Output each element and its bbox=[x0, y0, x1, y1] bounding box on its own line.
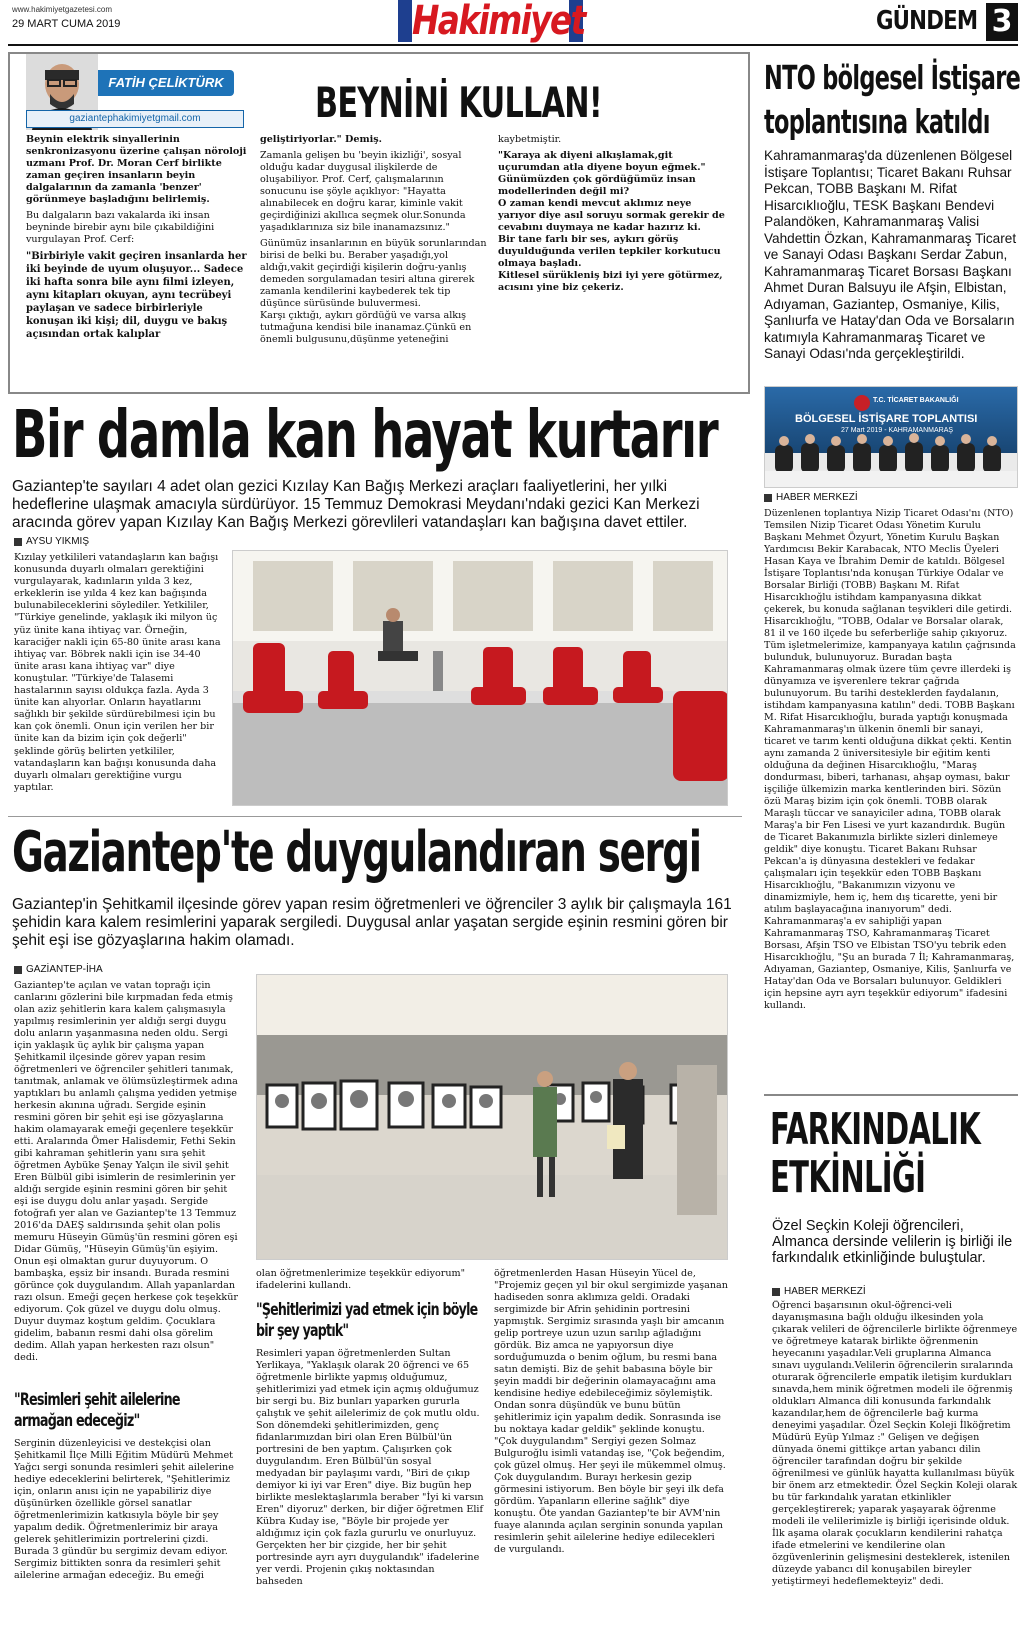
nto-lead: Kahramanmaraş'da düzenlenen Bölgesel İstişare Toplantısı; Ticaret Bakanı Ruhsar Pekcan, TOBB Başkanı M. Rifat Hisarcıklıoğlu, TESK Başkanı Bendevi Palandöken, Kahramanmaraş Valisi Vahdettin Özkan, Kahramanmaraş Ticaret ve Sanayi Odası Başkanı Serdar Zabun, Kahramanmaraş Ticaret Borsası Başkanı Ahmet Duran Balsuyu ile Afşin, Elbistan, Adıyaman, Gaziantep, Osmaniye, Kilis, Şanlıurfa ve Hatay'dan Oda ve Borsaların katımıyla Kahramanmaraş Ticaret ve Sanayi Odası'nda gerçekleştirildi. bbox=[764, 148, 1017, 361]
sergi-lead: Gaziantep'in Şehitkamil ilçesinde görev yapan resim öğretmenleri ve öğrenciler 3 aylık bir çalışmayla 161 şehidin kara kalem resimlerini yaparak sergiledi. Duygusal anlar yaşatan sergide eşinin resmini gören bir şehit eşi ise gözyaşlarına hakim olamadı. bbox=[12, 896, 732, 949]
column-col1-lead: Beynin elektrik sinyallerinin senkronizasyonu üzerine çalışan nöroloji uzmanı Prof. Dr. Moran Cerf birlikte zaman geçiren insanların beyin dalgalarının da zamanla 'benzer' görünmeye başladığını belirlemiş. bbox=[26, 134, 247, 205]
column-title: BEYNİNİ KULLAN! bbox=[315, 78, 602, 127]
farkindalik-top-rule bbox=[764, 1094, 1018, 1096]
nto-headline-1: NTO bölgesel İstişare bbox=[764, 58, 1021, 97]
nto-body: Düzenlenen toplantıya Nizip Ticaret Odası'nı (NTO) Temsilen Nizip Ticaret Odası Yönetim Kurulu Başkanı Mehmet Özyurt, Yönetim Kurulu Başkan Yardımcısı Bekir Karabacak, NTO Meclis Üyeleri Hasan Kaya ve İbrahim Demir de katıldı. Bölgesel İstişare Toplantısı'nda konuşan Türkiye Odalar ve Borsalar Birliği (TOBB) Başkanı M. Rifat Hisarcıklıoğlu istihdam kampanyasına dikkat çekerek, bu konuda sağlanan teşvikleri dile getirdi. Hisarcıklıoğlu, "TOBB, Odalar ve Borsalar olarak, 81 il ve 160 ilçede bu seferberliğe sahip çıkıyoruz. Tüm işletmelerimize, kampanyaya katılın çağrısında bulunduk, bulunuyoruz. Buradan başta Kahramanmaraş olmak üzere tüm çevre illerdeki iş dünyamıza ve işverenlere tekrar çağrıda bulunuyorum. Bu tarihi desteklerden faydalanın, istihdam kampanyasına katılın" dedi. TOBB Başkanı M. Rifat Hisarcıklıoğlu, burada yaptığı konuşmada Kahramanmaraş'ın ülkenin önemli bir sanayi, ticaret ve tarım kenti olduğuna dikkat çekti. Kentin aynı zamanda 2 üniversitesiyle bir eğitim kenti olduğuna da değinen Hisarcıklıoğlu, "Maraş dondurması, biberi, tarhanası, ahşap oyması, bakır işçiliğe ülkemizin marka kentlerinden biri. Sözün özü Maraş bizim için çok önemli. TOBB olarak Maraşlı tüccar ve sanayiciler adına, TOBB olarak Maraş'a bir Fen Lisesi ve yurt kazandırdık. Bugün de Ticaret Bakanımızla birlikte sizleri dinlemeye geldik" diye konuştu. Ticaret Bakanı Ruhsar Pekcan'a iş dünyasına destekleri ve fedakar çalışmaları için teşekkür eden TOBB Başkanı Hisarcıklıoğlu, "Bakanımızın vizyonu ve dinamizmiyle, hem iç, hem dış ticarette, yeni bir atılım başlayacağına inanıyorum" dedi. Kahramanmaraş'a ev sahipliği yapan Kahramanmaraş TSO, Kahramanmaraş Ticaret Borsası, Afşin TSO ve Elbistan TSO'yu tebrik eden Hisarcıklıoğlu, "Şu an burada 7 İl; Kahramanmaraş, Adıyaman, Gaziantep, Osmaniye, Kilis, Şanlıurfa ve Hatay'dan Oda ve Borsaları bulunuyor. Geldikleri için hepsine ayrı ayrı teşekkür ediyorum" ifadesini kullandı. bbox=[764, 508, 1016, 1011]
farkindalik-byline-text: HABER MERKEZİ bbox=[784, 1286, 866, 1297]
farkindalik-headline-2: ETKİNLİĞİ bbox=[770, 1152, 926, 1203]
column-col2-p1: geliştiriyorlar." Demiş. bbox=[260, 134, 382, 145]
farkindalik-body: Öğrenci başarısının okul-öğrenci-veli dayanışmasına bağlı olduğu ilkesinden yola çıkarak velileri de öğrencilerle birlikte öğrenmeye ve öğretmeye katarak birlikte öğrenmenin heyecanını yaşadılar.Veli gruplarına Almanca sınavı uygulandı.Velilerin öğrencilerin sıralarında oturarak öğrencilerle empatik iletişim kurdukları sınavda,hem minik öğretmen modeli ile öğrenmiş oldukları Almanca dili konusunda farkındalık kazandılar,hem de öğrencilerle bağ kurma deneyimi yaşadılar. Özel Seçkin Koleji İlköğretim Müdürü Eyüp Yılmaz :" Gelişen ve değişen dünyada önemi gittikçe artan yabancı dilin öğrenciler tarafından doğru bir şekilde öğrenilmesi ve günlük hayatta kullanılması büyük bir önem arz etmektedir. Özel Seçkin Koleji olarak bu tür farkındalık yaratan etkinlikler gerçekleştirerek; yaparak yaşayarak öğrenme modeli ile velilerimizle iş birliği içerisinde olduk. İlk aşama olarak çocukların kendilerini rahatça ifade etmelerini ve kendilerine olan özgüvenlerinin gelişmesini desteklerek, istenilen düzeyde yabancı dil konuşabilen bireyler yetiştirmeyi hedeflemekteyiz" dedi. bbox=[772, 1300, 1018, 1587]
sergi-sub1-text: "Resimleri şehit ailelerine armağan edeceğiz" bbox=[14, 1390, 180, 1431]
sergi-headline: Gaziantep'te duygulandıran sergi bbox=[12, 820, 701, 885]
masthead-logo[interactable] bbox=[398, 0, 583, 42]
column-col1 bbox=[26, 134, 251, 384]
byline-square-icon bbox=[772, 1288, 780, 1296]
column-col2-p3: Günümüz insanlarının en büyük sorunlarından birisi de belki bu. Beraber yaşadığı,yol aldığı,vakit geçirdiği kişilerin doğru-yanlış demeden sorgulamadan tesiri altına girerek zamanla kendilerini kaybederek tek tip düşünce sürüsünde buluvermesi. bbox=[260, 238, 487, 309]
sergi-photo bbox=[256, 974, 728, 1260]
nto-byline-text: HABER MERKEZİ bbox=[776, 492, 858, 503]
byline-square-icon bbox=[14, 966, 22, 974]
nto-photo-date: 27 Mart 2019 - KAHRAMANMARAŞ bbox=[841, 427, 954, 434]
author-email[interactable]: gaziantephakimiyetgmail.com bbox=[26, 110, 244, 128]
sergi-top-rule bbox=[8, 816, 742, 817]
blood-lead: Gaziantep'te sayıları 4 adet olan gezici Kızılay Kan Bağış Merkezi araçları faaliyetlerini, her yılki hedeflerine ulaşmak amacıyla sürdürüyor. 15 Temmuz Demokrasi Meydanı'ndaki gezici Kan Merkezi aracında görev yapan Kızılay Kan Bağış Merkezi görevlileri vatandaşları kan bağışına davet ettiler. bbox=[12, 478, 700, 531]
blood-photo bbox=[232, 550, 728, 806]
masthead-rule bbox=[8, 44, 1018, 46]
column-col2-p4: Karşı çıktığı, aykırı gördüğü ve varsa alkış tutmağuna kendisi bile inanamaz.Çünkü en önemli bulgusunu,düşünme yeteneğini bbox=[260, 310, 472, 345]
page-number-box bbox=[986, 3, 1018, 41]
column-col3-p1: kaybetmiştir. bbox=[498, 134, 562, 145]
blood-byline-text: AYSU YIKMIŞ bbox=[26, 536, 89, 547]
column-col3-p2: "Karaya ak diyeni alkışlamak,git uçurumdan atla diyene boyun eğmek." Günümüzden çok gördüğümüz insan modellerinden değil mi? bbox=[498, 150, 706, 197]
sergi-sub2 bbox=[256, 1300, 485, 1342]
sergi-sub2-text: "Şehitlerimizi yad etmek için böyle bir şey yaptık" bbox=[256, 1300, 478, 1341]
column-col3-p3: O zaman kendi mevcut aklımız neye yarıyor diye asıl soruyu sormak gerekir de cevabını duymaya ne kadar hazırız ki. bbox=[498, 198, 725, 233]
column-col3 bbox=[498, 134, 728, 384]
sergi-col1b: Serginin düzenleyicisi ve destekçisi olan Şehitkamil İlçe Milli Eğitim Müdürü Mehmet Yağcı sergi sonunda resimleri şehit ailelerine hediye edeceklerini belirterek, "Şehitlerimiz için, onların anısı için ne yapabiliriz diye düşünürken özellikle görsel sanatlar öğretmenlerimizin katkısıyla böyle bir şey yapalım dedik. Öğretmenlerimiz bir araya gelerek şehitlerimizin portrelerini çizdi. Burada 3 gündür bu sergimiz devam ediyor. Sergimiz bittikten sonra da resimleri şehit ailelerine armağan edeceğiz. Bu emeği bbox=[14, 1438, 234, 1581]
sergi-byline-text: GAZİANTEP-İHA bbox=[26, 964, 103, 975]
sergi-col3: öğretmenlerden Hasan Hüseyin Yücel de, "Projemiz geçen yıl bir okul sergimizde yaşanan hadiseden sonra aklımıza geldi. Oradaki sergimizde bir Afrin şehidinin portresini yapmıştık. Sergimiz sırasında yaşlı bir amcanın gelip portreye uzun uzun sarılıp ağladığını gördük. Biz amca ne yapıyorsun diye sorduğumuzda o benim oğlum, bu resmi bana satın demişti. Biz de şehit babasına böyle bir şeyin maddi bir değerinin olamayacağını ama kendisine hediye edebileceğimiz söylemiştik. Ondan sonra düşündük ve bunu bütün şehitlerimiz için yapalım dedik. Sonrasında ise bu noktaya kadar geldik" şeklinde konuştu. "Çok duygulandım" Sergiyi gezen Solmaz Bulguroğlu isimli vatandaş ise, "Çok beğendim, çok güzel olmuş. Her şeyi ile mükemmel olmuş. Çok duygulandım. Burayı herkesin gezip görmesini istiyorum. Ben böyle bir şeyi ilk defa gördüm. Yapanların ellerine sağlık" diye konuştu. Öte yandan Gaziantep'te bir AVM'nin fuaye alanında açılan serginin sonunda yapılan resimlerin şehit ailelerine hediye edilecekleri de vurgulandı. bbox=[494, 1268, 728, 1555]
logo-text: Hakimiyet bbox=[412, 0, 585, 44]
column-col3-p4: Bir tane farlı bir ses, aykırı görüş duyulduğunda verilen tepkiler korkutucu olmaya başladı. bbox=[498, 234, 721, 269]
sergi-byline bbox=[14, 964, 103, 975]
column-col3-p5: Kitlesel sürükleniş bizi iyi yere götürmez, acısını yine biz çekeriz. bbox=[498, 270, 723, 293]
nto-headline-2: toplantısına katıldı bbox=[764, 102, 990, 141]
page-number: 3 bbox=[991, 4, 1013, 39]
column-col2-p2: Zamanla gelişen bu 'beyin ikizliği', sosyal olduğu kadar duygusal ilişkilerde de oluşabiliyor. Prof. Cerf, çalışmalarının sonucunu ise şöyle açıklıyor: "Hayatta alınabilecek en doğru karar, kiminle vakit geçirdiğinizi akıllıca seçmek olur.Sonunda yaşadıklarınıza siz bile inanamazsınız." bbox=[260, 150, 466, 233]
author-name: FATİH ÇELİKTÜRK bbox=[108, 75, 224, 90]
farkindalik-lead: Özel Seçkin Koleji öğrencileri, Almanca dersinde velilerin iş birliği ile farkındalık etkinliğinde buluştular. bbox=[772, 1218, 1013, 1266]
sergi-col2a: olan öğretmenlerimize teşekkür ediyorum" ifadelerini kullandı. bbox=[256, 1268, 466, 1291]
nto-photo-logo: T.C. TİCARET BAKANLIĞI bbox=[873, 397, 959, 404]
byline-square-icon bbox=[14, 538, 22, 546]
byline-square-icon bbox=[764, 494, 772, 502]
sergi-col2b: Resimleri yapan öğretmenlerden Sultan Yerlikaya, "Yaklaşık olarak 20 öğrenci ve 65 öğretmenle birlikte yapmış olduğumuz, şehitlerimizi yad etmek için açmış olduğumuz bir sergi bu. Biz bunları yaparken gururla çalıştık ve şehit ailelerimiz de çok mutlu oldu. Son dönemdeki şehitlerimizden, genç fidanlarımızdan biri olan Eren Bülbül'ün portresini de ben yaptım. Çalışırken çok duygulandım. Eren Bülbül'ün sosyal medyadan bir paylaşımı vardı, "Biri de çıkıp demiyor ki iyi var Eren" diye. Biz bugün hep birlikte meslektaşlarımla beraber "İyi ki varsın Eren" diyoruz" derken, bir diğer öğretmen Elif Kübra Kuday ise, "Böyle bir projede yer aldığımız için çok fazla gururlu ve onurluyuz. Gerçekten her bir çizgide, her bir şehit portresinde ayrı ayrı duygulandık" ifadelerine yer verdi. Projenin çıkış noktasından bahseden bbox=[256, 1348, 484, 1587]
section-name: GÜNDEM bbox=[876, 6, 978, 36]
masthead-date: 29 MART CUMA 2019 bbox=[12, 18, 121, 30]
nto-byline bbox=[764, 492, 858, 503]
blood-byline bbox=[14, 536, 89, 547]
sergi-sub1 bbox=[14, 1390, 239, 1432]
blood-body: Kızılay yetkilileri vatandaşların kan bağışı konusunda duyarlı olmaları gerektiğini vurgulayarak, kadınların yılda 3 kez, erkeklerin ise yılda 4 kez kan bağışında bulunabileceklerini söylediler. Yetkililer, "Türkiye genelinde, yaklaşık iki milyon üç yüz ünite kana ihtiyaç var. Örneğin, karaciğer nakli için 65-80 ünite arası kana ihtiyaç var. Böbrek nakli için ise 34-40 ünite arası kana ihtiyaç var" diye konuştular. "Türkiye'de Talasemi hastalarının sayısı oldukça fazla. Ayda 3 ünite kan alıyorlar. Onların hayatlarını sağlıklı bir şekilde sürdürebilmesi için bu kan çok önemli. Onun için verilen her bir ünite kan da bizim için çok değerli" şeklinde görüş belirten yetkililer, vatandaşların kan bağışı konusunda daha duyarlı olmaları gerektiğine vurgu yaptılar. bbox=[14, 552, 221, 793]
sergi-col1: Gaziantep'te açılan ve vatan toprağı için canlarını gözlerini bile kırpmadan feda etmiş olan aziz şehitlerin kara kalem çalışmasıyla yapılmış resimlerinin yer aldığı sergi duygu dolu anların yaşanmasına neden oldu. Sergi için yaklaşık üç aylık bir çalışma yapan Şehitkamil ilçesinde görev yapan resim öğretmenleri ve öğrenciler şehitleri tanımak, tanıtmak, anlamak ve ölümsüzleştirmek adına yaptıkları bu anlamlı çalışma yediden yetmişe herkesin akınına uğradı. Sergide eşinin resmini gören bir şehit eşi ise gözyaşlarına hakim olamayarak emeği geçenlere teşekkür etti. Aralarında Ömer Halisdemir, Fethi Sekin gibi kahraman şehitlerin yanı sıra şehit öğretmen Aybüke Şenay Yalçın ile sivil şehit Eren Bülbül gibi isimlerin de resimlerinin yer aldığı sergide eşinin resmini gören bir şehit eşi ise duygu dolu anlar yaşadı. Sergide fotoğrafı yer alan ve Gaziantep'te 13 Temmuz 2016'da DAEŞ saldırısında şehit olan polis memuru Hüseyin Gümüş'ün resmini gören eşi Didar Gümüş, "Hüseyin Gümüş'ün eşiyim. Onun eşi olmaktan gurur duyuyorum. O bambaşka, eşsiz bir insandı. Burada resmini görünce çok duygulandım. Allah yapanlardan razı olsun. Emeği geçen herkese çok teşekkür ediyorum. Çok güzel ve duygu dolu olmuş. Duyur duymaz koştum geldim. Çocuklara gidelim, babanın resmi dahi olsa görelim dedim. Allah yapan herkesten razı olsun" dedi. bbox=[14, 980, 238, 1363]
column-col2 bbox=[260, 134, 488, 384]
column-col1-quote: "Birbiriyle vakit geçiren insanlarda her iki beyinde de uyum oluşuyor... Sadece iki hafta sonra bile aynı filmi izleyen, aynı kitapları okuyan, aynı tecrübeyi paylaşan ve sadece birbirleriyle konuşan iki kişi; dil, duygu ve bakış açısından ortak kalıplar bbox=[26, 251, 247, 340]
column-col1-p2: Bu dalgaların bazı vakalarda iki insan beyninde birebir aynı bile çıkabildiğini vurgulayan Prof. Cerf: bbox=[26, 210, 215, 245]
blood-headline: Bir damla kan hayat kurtarır bbox=[12, 396, 718, 473]
nto-photo bbox=[764, 386, 1018, 488]
author-name-bar bbox=[98, 70, 234, 96]
farkindalik-byline bbox=[772, 1286, 866, 1297]
nto-photo-banner: BÖLGESEL İSTİŞARE TOPLANTISI bbox=[795, 413, 978, 425]
farkindalik-headline-1: FARKINDALIK bbox=[770, 1104, 981, 1155]
masthead-url[interactable]: www.hakimiyetgazetesi.com bbox=[12, 5, 113, 14]
